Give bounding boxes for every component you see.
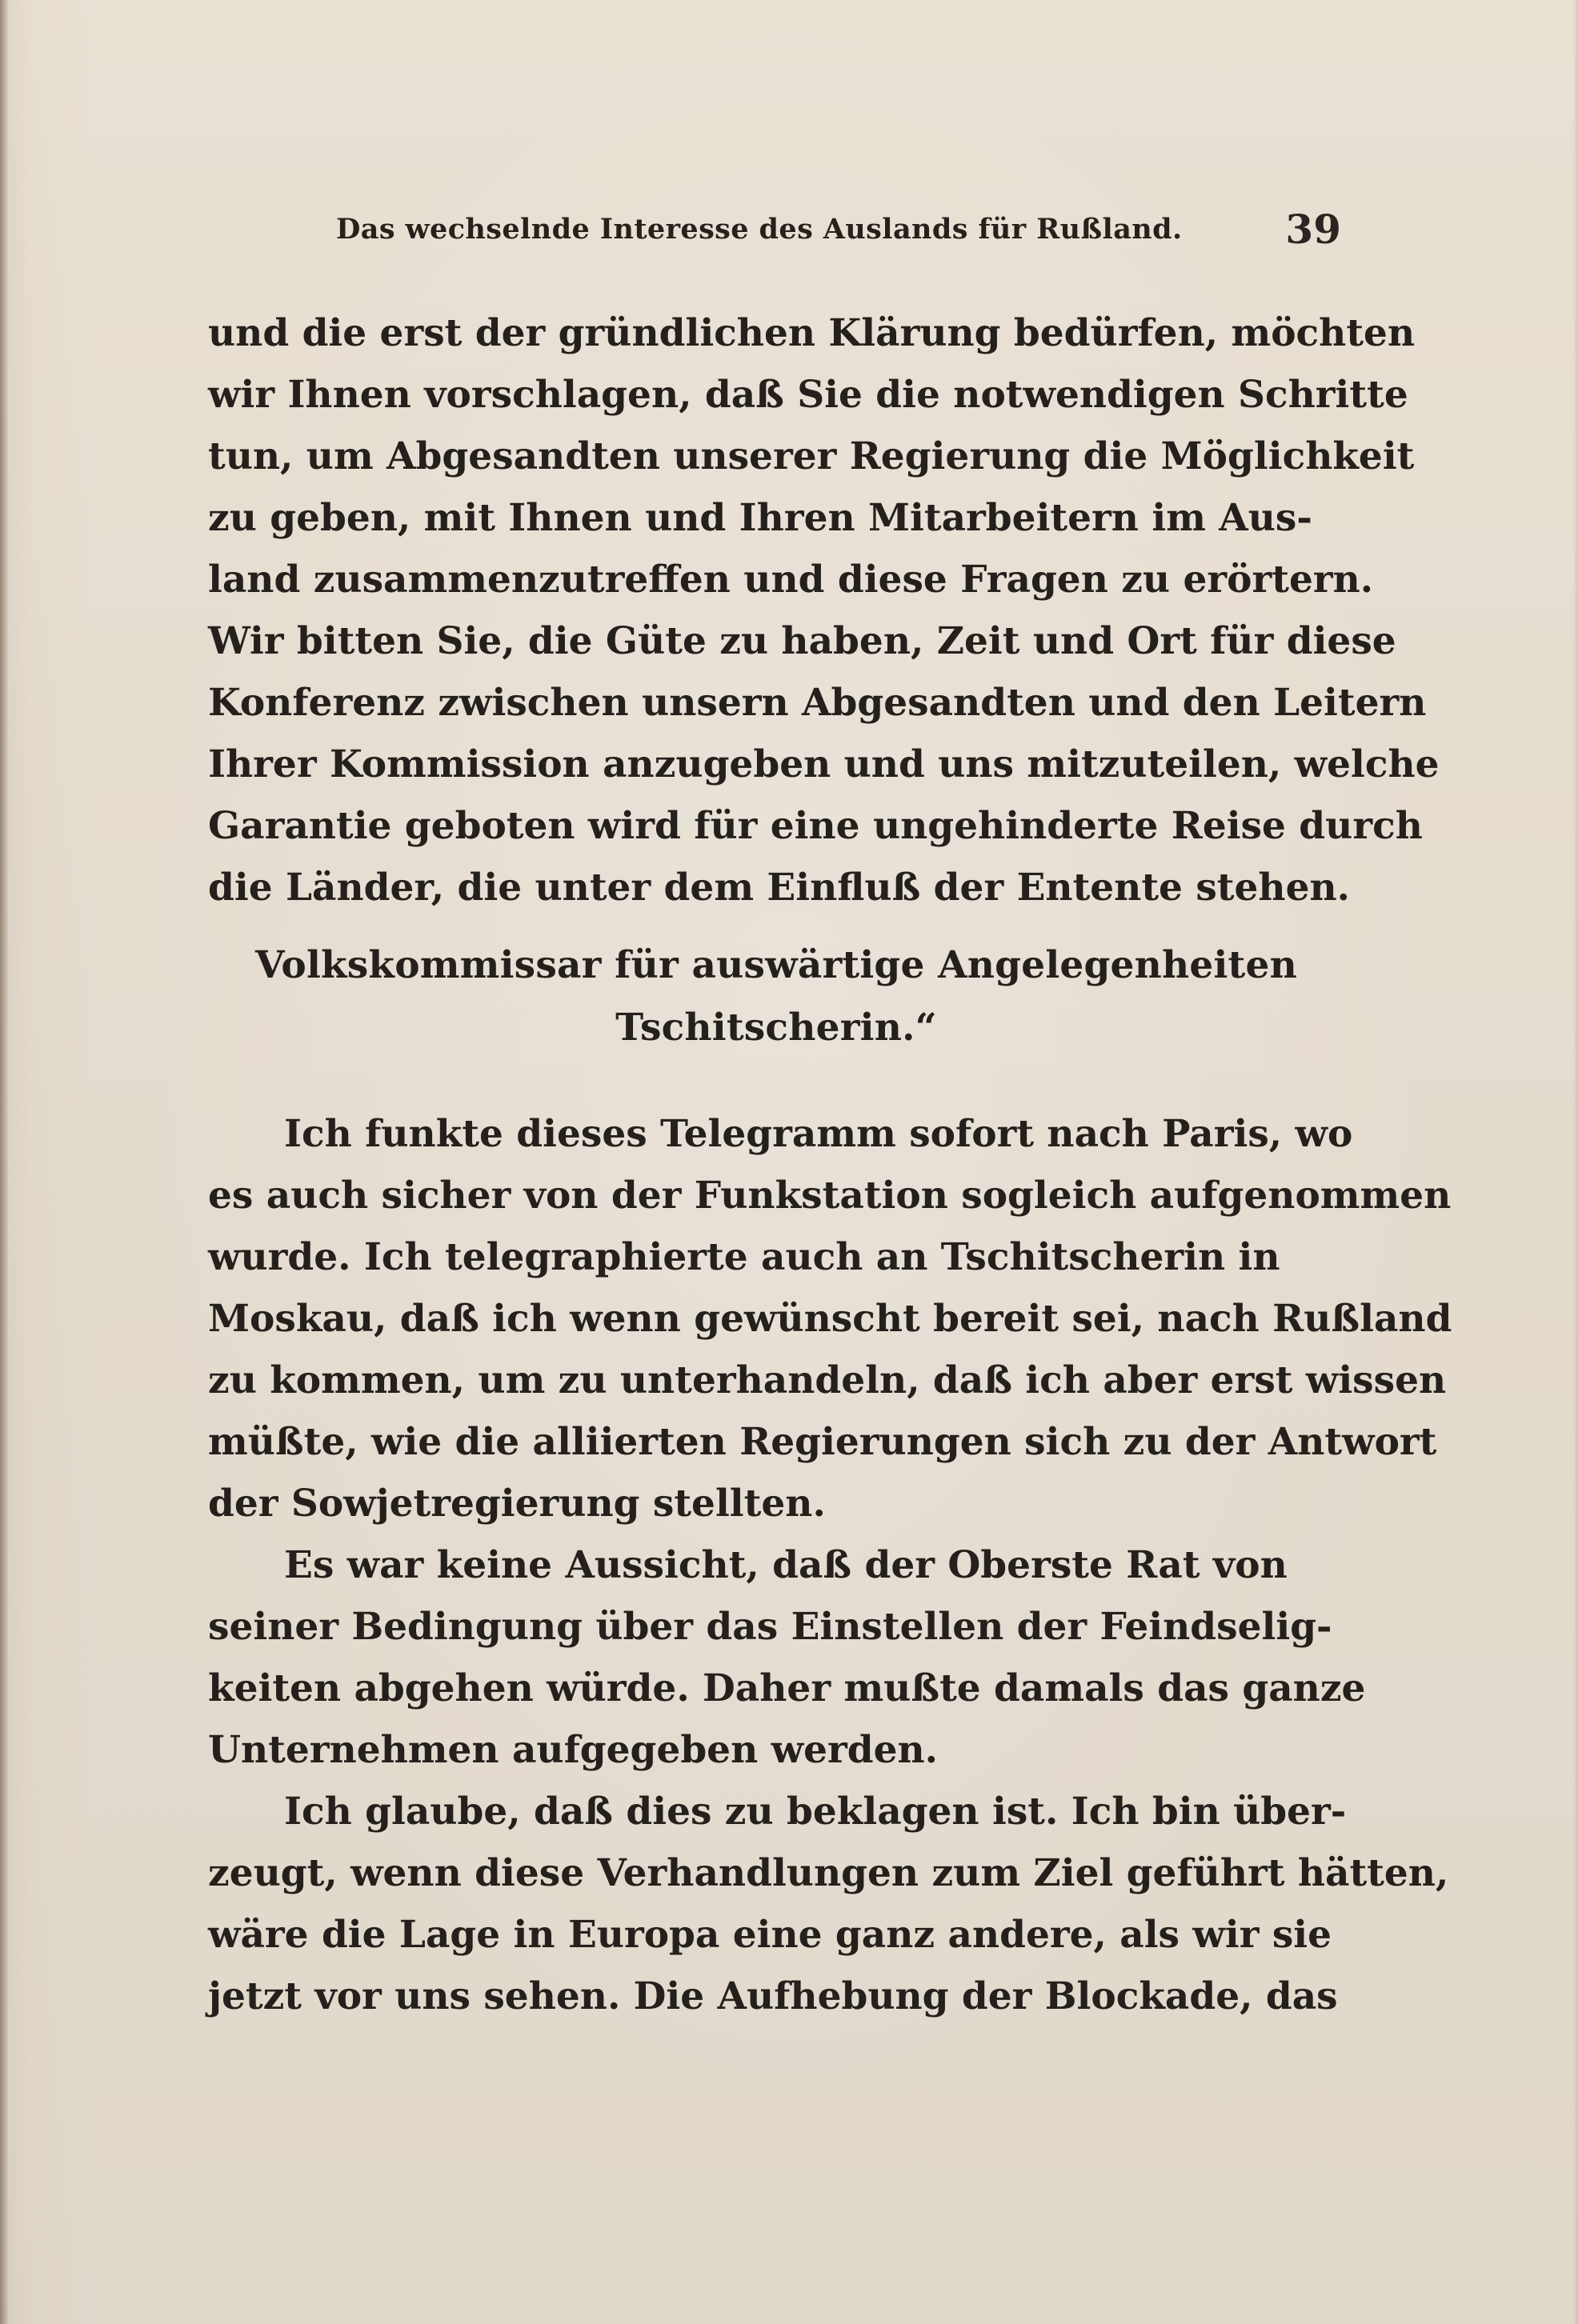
text-line-1: und die erst der gründlichen Klärung bedürfen, möchten: [208, 311, 1416, 355]
text-line-26: wäre die Lage in Europa eine ganz andere, als wir sie: [208, 1913, 1332, 1957]
page-number: 39: [1285, 206, 1341, 253]
signature-title: Volkskommissar für auswärtige Angelegenheiten: [255, 943, 1297, 987]
text-line-16: Moskau, daß ich wenn gewünscht bereit sei, nach Rußland: [208, 1297, 1452, 1341]
text-line-22: keiten abgehen würde. Daher mußte damals das ganze: [208, 1666, 1366, 1710]
page-edge-right: [1573, 0, 1578, 2324]
text-line-23: Unternehmen aufgegeben werden.: [208, 1728, 939, 1772]
text-line-9: Garantie geboten wird für eine ungehinderte Reise durch: [208, 804, 1423, 848]
text-line-21: seiner Bedingung über das Einstellen der Feindselig-: [208, 1605, 1332, 1649]
text-line-5: land zusammenzutreffen und diese Fragen zu erörtern.: [208, 558, 1374, 602]
text-line-14: es auch sicher von der Funkstation sogleich aufgenommen: [208, 1174, 1452, 1218]
text-line-17: zu kommen, um zu unterhandeln, daß ich aber erst wissen: [208, 1358, 1447, 1402]
text-line-18: müßte, wie die alliierten Regierungen sich zu der Antwort: [208, 1420, 1437, 1464]
running-header: Das wechselnde Interesse des Auslands für Rußland.: [336, 213, 1183, 246]
text-line-15: wurde. Ich telegraphierte auch an Tschitscherin in: [208, 1235, 1280, 1279]
text-line-10: die Länder, die unter dem Einfluß der Entente stehen.: [208, 866, 1351, 910]
text-line-2: wir Ihnen vorschlagen, daß Sie die notwendigen Schritte: [208, 373, 1408, 417]
text-line-6: Wir bitten Sie, die Güte zu haben, Zeit und Ort für diese: [208, 619, 1396, 663]
text-line-13: Ich funkte dieses Telegramm sofort nach Paris, wo: [284, 1112, 1353, 1156]
text-line-19: der Sowjetregierung stellten.: [208, 1482, 826, 1526]
page-edge-left: [0, 0, 8, 2324]
text-line-27: jetzt vor uns sehen. Die Aufhebung der Blockade, das: [208, 1974, 1338, 2018]
text-line-3: tun, um Abgesandten unserer Regierung die Möglichkeit: [208, 434, 1415, 478]
text-line-8: Ihrer Kommission anzugeben und uns mitzuteilen, welche: [208, 742, 1440, 786]
text-line-25: zeugt, wenn diese Verhandlungen zum Ziel geführt hätten,: [208, 1851, 1449, 1895]
signature-name: Tschitscherin.“: [615, 1006, 937, 1050]
text-line-4: zu geben, mit Ihnen und Ihren Mitarbeitern im Aus-: [208, 496, 1312, 540]
text-line-7: Konferenz zwischen unsern Abgesandten und den Leitern: [208, 681, 1427, 725]
text-line-20: Es war keine Aussicht, daß der Oberste Rat von: [284, 1543, 1288, 1587]
text-line-24: Ich glaube, daß dies zu beklagen ist. Ich bin über-: [284, 1790, 1347, 1834]
